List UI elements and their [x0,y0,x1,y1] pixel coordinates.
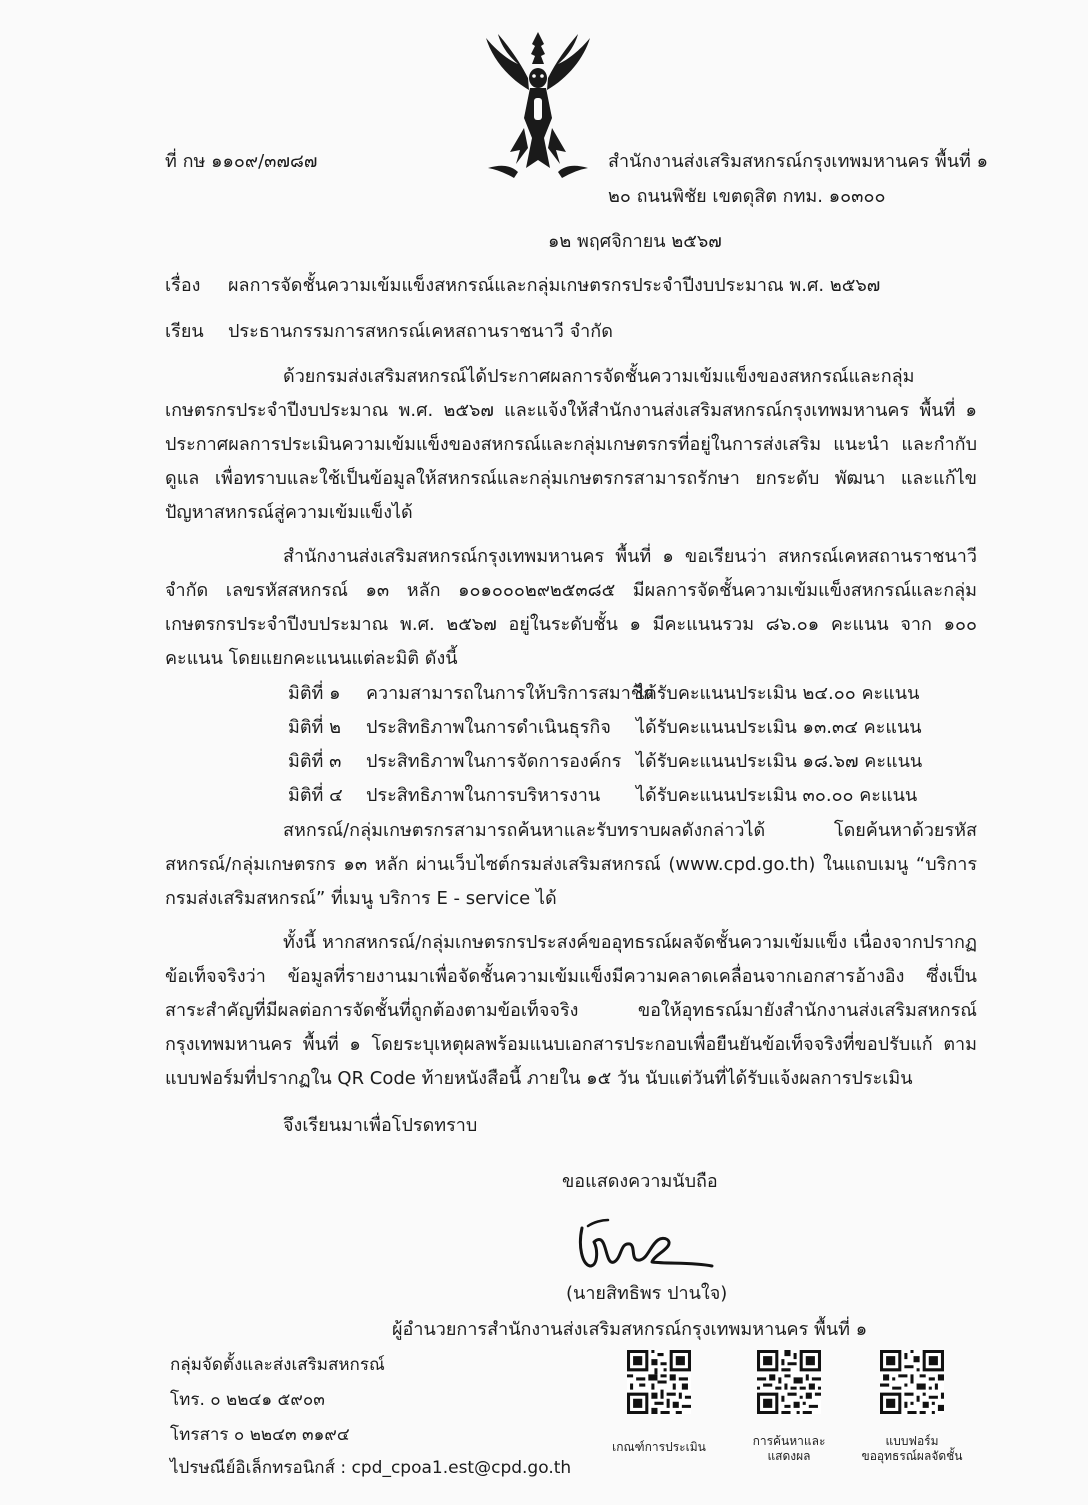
qr-caption: แสดงผล [767,1449,811,1463]
footer-department: กลุ่มจัดตั้งและส่งเสริมสหกรณ์ [170,1355,385,1375]
dimension-label: มิติที่ ๔ [288,785,343,806]
dimension-result: ได้รับคะแนนประเมิน ๓๐.๐๐ คะแนน [636,785,918,806]
body-paragraph-2: สำนักงานส่งเสริมสหกรณ์กรุงเทพมหานคร พื้นที่ ๑ ขอเรียนว่า สหกรณ์เคหสถานราชนาวี จำกัด เลขรหัสสหกรณ์ ๑๓ หลัก ๑๐๑๐๐๐๒๙๒๕๓๘๕ มีผลการจัดชั้นความเข้มแข็งสหกรณ์และกลุ่มเกษตรกรประจำปีงบประมาณ พ.ศ. ๒๕๖๗ อยู่ในระดับชั้น ๑ มีคะแนนรวม ๘๖.๐๑ คะแนน จาก ๑๐๐ คะแนน โดยแยกคะแนนแต่ละมิติ ดังนี้ [165,546,977,669]
signer-position: ผู้อำนวยการสำนักงานส่งเสริมสหกรณ์กรุงเทพมหานคร พื้นที่ ๑ [392,1319,868,1340]
closing-line: จึงเรียนมาเพื่อโปรดทราบ [283,1115,478,1136]
reference-number: ที่ กษ ๑๑๐๙/๓๗๘๗ [165,151,318,172]
subject-text: ผลการจัดชั้นความเข้มแข็งสหกรณ์และกลุ่มเกษตรกรประจำปีงบประมาณ พ.ศ. ๒๕๖๗ [228,275,881,296]
garuda-emblem-icon [478,28,598,188]
letter-date: ๑๒ พฤศจิกายน ๒๕๖๗ [548,231,722,252]
dimension-row [288,682,919,706]
qr-code-icon[interactable] [627,1350,691,1414]
dimension-row [288,716,922,740]
dimension-row [288,750,922,774]
body-paragraph-1: ด้วยกรมส่งเสริมสหกรณ์ได้ประกาศผลการจัดชั้นความเข้มแข็งของสหกรณ์และกลุ่มเกษตรกรประจำปีงบประมาณ พ.ศ. ๒๕๖๗ และแจ้งให้สำนักงานส่งเสริมสหกรณ์กรุงเทพมหานคร พื้นที่ ๑ ประกาศผลการประเมินความเข้มแข็งของสหกรณ์และกลุ่มเกษตรกรที่อยู่ในการส่งเสริม แนะนำ และกำกับดูแล เพื่อทราบและใช้เป็นข้อมูลให้สหกรณ์และกลุ่มเกษตรกรสามารถรักษา ยกระดับ พัฒนา และแก้ไขปัญหาสหกรณ์สู่ความเข้มแข็งได้ [165,366,977,523]
dimension-row [288,784,917,808]
body-paragraph-3: สหกรณ์/กลุ่มเกษตรกรสามารถค้นหาและรับทราบผลดังกล่าวได้ โดยค้นหาด้วยรหัสสหกรณ์/กลุ่มเกษตรกร ๑๓ หลัก ผ่านเว็บไซต์กรมส่งเสริมสหกรณ์ (www.cpd.go.th) ในแถบเมนู “บริการกรมส่งเสริมสหกรณ์” ที่เมนู บริการ E - service ได้ [165,820,977,909]
qr-caption: แบบฟอร์ม [885,1434,939,1448]
signer-name: (นายสิทธิพร ปานใจ) [566,1283,728,1304]
dimension-label: มิติที่ ๒ [288,717,342,738]
dimension-name: ประสิทธิภาพในการบริหารงาน [366,785,601,806]
office-address: ๒๐ ถนนพิชัย เขตดุสิต กทม. ๑๐๓๐๐ [608,186,886,207]
dimension-result: ได้รับคะแนนประเมิน ๒๔.๐๐ คะแนน [636,683,920,704]
dimension-result: ได้รับคะแนนประเมิน ๑๓.๓๔ คะแนน [636,717,922,738]
qr-caption: เกณฑ์การประเมิน [612,1440,706,1454]
body-paragraph-4: ทั้งนี้ หากสหกรณ์/กลุ่มเกษตรกรประสงค์ขออุทธรณ์ผลจัดชั้นความเข้มแข็ง เนื่องจากปรากฏข้อเท็จจริงว่า ข้อมูลที่รายงานมาเพื่อจัดชั้นความเข้มแข็งมีความคลาดเคลื่อนจากเอกสารอ้างอิง ซึ่งเป็นสาระสำคัญที่มีผลต่อการจัดชั้นที่ถูกต้องตามข้อเท็จจริง ขอให้อุทธรณ์มายังสำนักงานส่งเสริมสหกรณ์กรุงเทพมหานคร พื้นที่ ๑ โดยระบุเหตุผลพร้อมแนบเอกสารประกอบเพื่อยืนยันข้อเท็จจริงที่ขอปรับแก้ ตามแบบฟอร์มที่ปรากฏใน QR Code ท้ายหนังสือนี้ ภายใน ๑๕ วัน นับแต่วันที่ได้รับแจ้งผลการประเมิน [165,932,977,1089]
dimension-label: มิติที่ ๓ [288,751,342,772]
office-name: สำนักงานส่งเสริมสหกรณ์กรุงเทพมหานคร พื้นที่ ๑ [608,151,989,172]
footer-fax: โทรสาร ๐ ๒๒๔๓ ๓๑๙๔ [170,1425,350,1445]
footer-email: ไปรษณีย์อิเล็กทรอนิกส์ : cpd_cpoa1.est@cpd.go.th [170,1458,572,1478]
qr-caption: ขออุทธรณ์ผลจัดชั้น [861,1449,963,1463]
recipient-text: ประธานกรรมการสหกรณ์เคหสถานราชนาวี จำกัด [228,321,613,342]
recipient-label: เรียน [165,321,204,342]
dimension-name: ประสิทธิภาพในการดำเนินธุรกิจ [366,717,611,738]
dimension-name: ความสามารถในการให้บริการสมาชิก [366,683,655,704]
subject-label: เรื่อง [165,275,201,296]
qr-caption: การค้นหาและ [752,1434,826,1448]
footer-phone: โทร. ๐ ๒๒๔๑ ๕๙๐๓ [170,1390,325,1410]
qr-code-icon[interactable] [757,1350,821,1414]
regards-text: ขอแสดงความนับถือ [562,1171,718,1192]
handwritten-signature-icon [568,1206,716,1276]
dimension-label: มิติที่ ๑ [288,683,341,704]
dimension-name: ประสิทธิภาพในการจัดการองค์กร [366,751,622,772]
qr-code-icon[interactable] [880,1350,944,1414]
dimension-result: ได้รับคะแนนประเมิน ๑๘.๖๗ คะแนน [636,751,923,772]
